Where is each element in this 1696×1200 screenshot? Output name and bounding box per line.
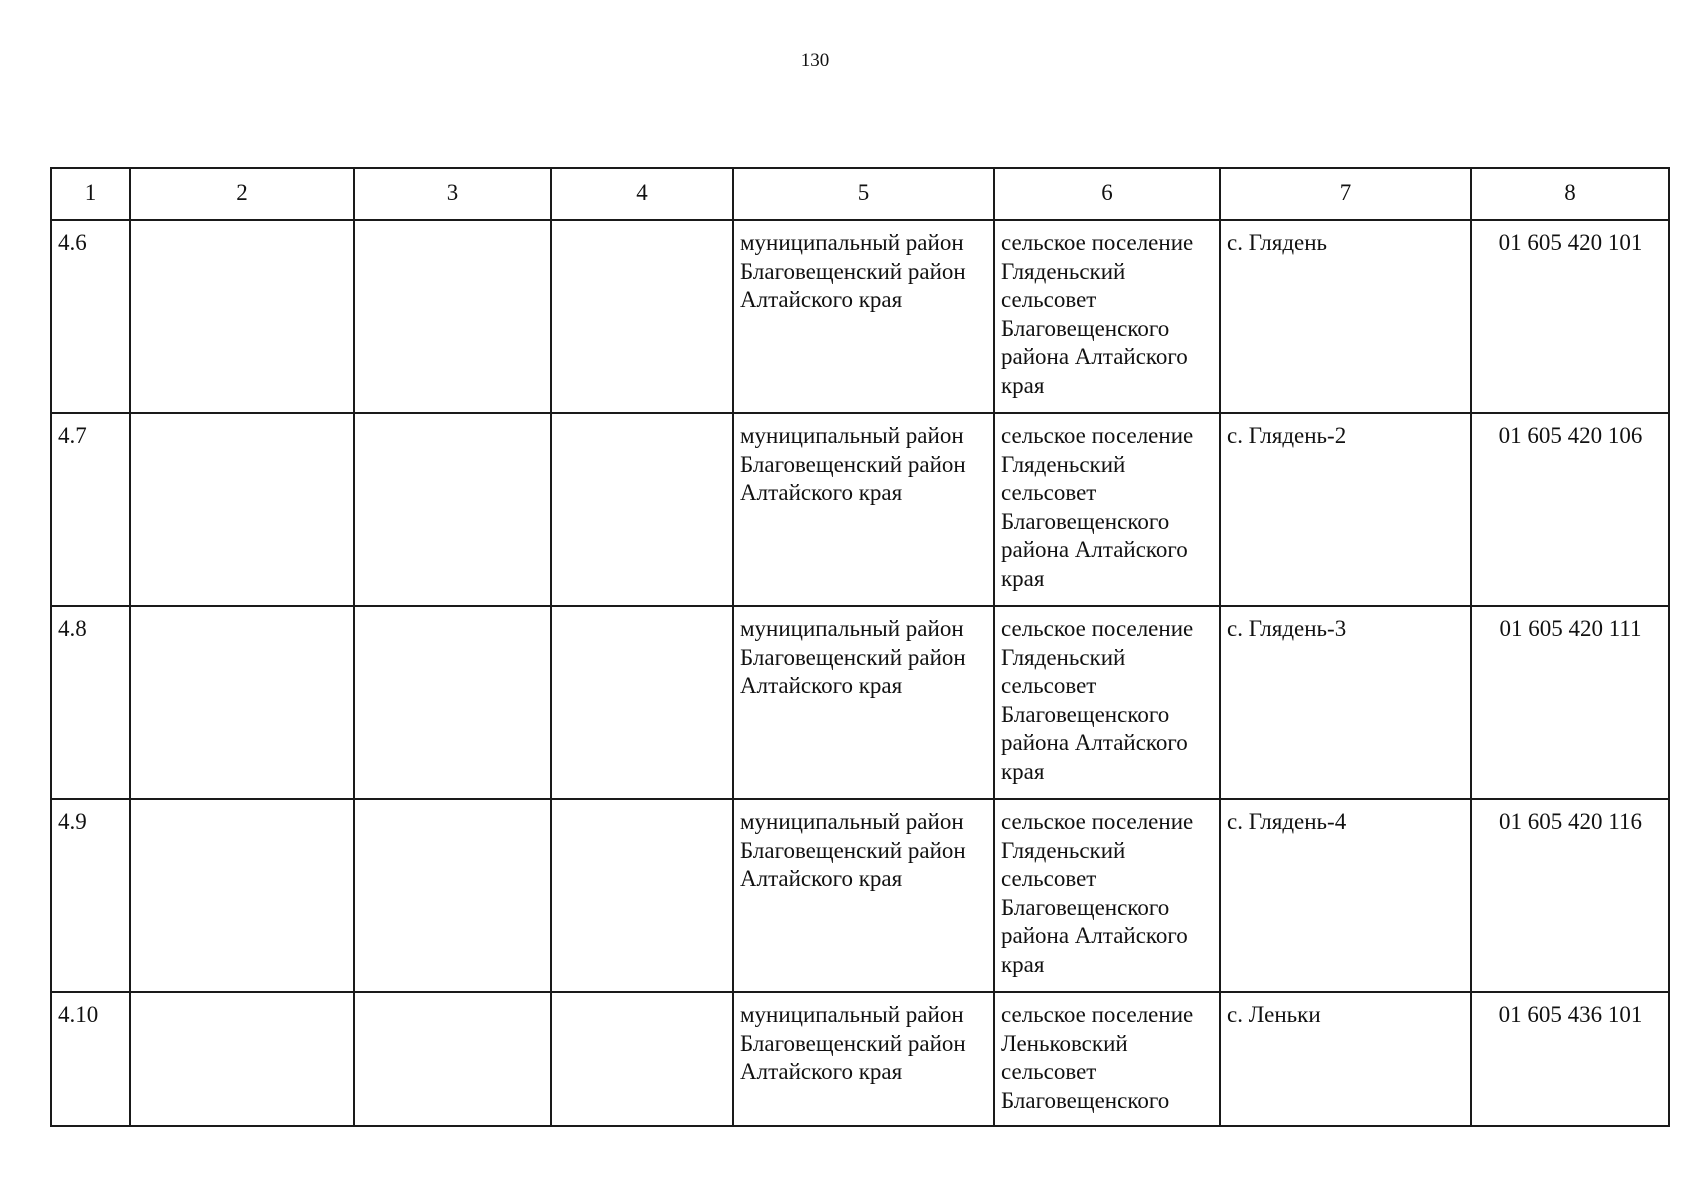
settlements-table: [50, 167, 1670, 1127]
oktmo-code-cell: 01 605 436 101: [1471, 992, 1669, 1126]
row-number-cell: 4.7: [51, 413, 130, 606]
municipal-district-cell: муниципальный район Благовещенский район Алтайского края: [733, 220, 994, 413]
table-cell: [551, 799, 733, 992]
locality-cell: с. Глядень: [1220, 220, 1471, 413]
column-header: 6: [994, 168, 1220, 220]
municipal-district-cell: муниципальный район Благовещенский район Алтайского края: [733, 799, 994, 992]
table-cell: [354, 413, 551, 606]
table-cell: [130, 606, 354, 799]
page-number: 130: [800, 50, 830, 71]
table-cell: [130, 992, 354, 1126]
oktmo-code-cell: 01 605 420 101: [1471, 220, 1669, 413]
table-cell: [551, 220, 733, 413]
table-row: [51, 799, 1669, 992]
oktmo-code-cell: 01 605 420 106: [1471, 413, 1669, 606]
settlement-cell: сельское поселение Гляденьский сельсовет Благовещенского района Алтайского края: [994, 799, 1220, 992]
settlement-cell: сельское поселение Гляденьский сельсовет Благовещенского района Алтайского края: [994, 413, 1220, 606]
table-cell: [130, 799, 354, 992]
row-number-cell: 4.10: [51, 992, 130, 1126]
table-cell: [354, 606, 551, 799]
column-header: 3: [354, 168, 551, 220]
column-header: 8: [1471, 168, 1669, 220]
settlement-cell: сельское поселение Гляденьский сельсовет Благовещенского района Алтайского края: [994, 220, 1220, 413]
row-number-cell: 4.9: [51, 799, 130, 992]
table-row: [51, 606, 1669, 799]
table-cell: [130, 413, 354, 606]
table-cell: [354, 799, 551, 992]
table-cell: [354, 992, 551, 1126]
settlement-cell: сельское поселение Леньковский сельсовет Благовещенского: [994, 992, 1220, 1126]
municipal-district-cell: муниципальный район Благовещенский район Алтайского края: [733, 413, 994, 606]
municipal-district-cell: муниципальный район Благовещенский район Алтайского края: [733, 992, 994, 1126]
table-row: [51, 413, 1669, 606]
locality-cell: с. Леньки: [1220, 992, 1471, 1126]
oktmo-code-cell: 01 605 420 116: [1471, 799, 1669, 992]
locality-cell: с. Глядень-3: [1220, 606, 1471, 799]
row-number-cell: 4.8: [51, 606, 130, 799]
column-header: 7: [1220, 168, 1471, 220]
table-cell: [130, 220, 354, 413]
settlement-cell: сельское поселение Гляденьский сельсовет Благовещенского района Алтайского края: [994, 606, 1220, 799]
table-cell: [551, 606, 733, 799]
municipal-district-cell: муниципальный район Благовещенский район Алтайского края: [733, 606, 994, 799]
table-cell: [354, 220, 551, 413]
table-cell: [551, 413, 733, 606]
oktmo-code-cell: 01 605 420 111: [1471, 606, 1669, 799]
column-header: 2: [130, 168, 354, 220]
row-number-cell: 4.6: [51, 220, 130, 413]
column-header: 1: [51, 168, 130, 220]
table-cell: [551, 992, 733, 1126]
column-header: 5: [733, 168, 994, 220]
column-header: 4: [551, 168, 733, 220]
table-row: [51, 220, 1669, 413]
table-row: [51, 992, 1669, 1126]
locality-cell: с. Глядень-4: [1220, 799, 1471, 992]
header-row: [51, 168, 1669, 220]
locality-cell: с. Глядень-2: [1220, 413, 1471, 606]
